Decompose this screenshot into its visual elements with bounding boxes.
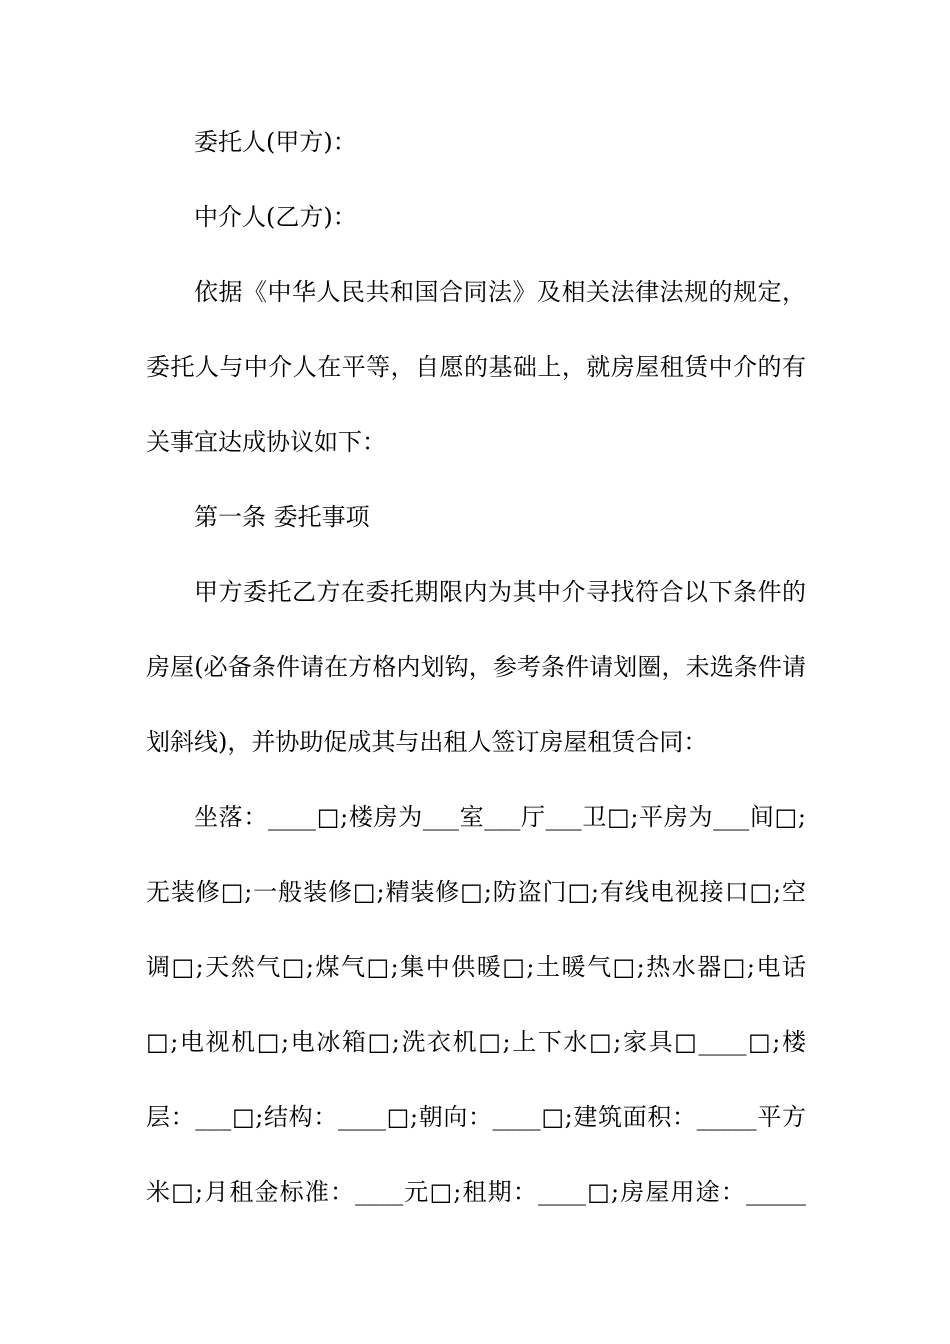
- paragraph-line: 房屋(必备条件请在方格内划钩，参考条件请划圈，未选条件请: [146, 653, 806, 681]
- paragraph-line: 调□;天然气□;煤气□;集中供暖□;土暖气□;热水器□;电话: [146, 953, 806, 981]
- paragraph-line: □;电视机□;电冰箱□;洗衣机□;上下水□;家具□____□;楼: [146, 1028, 806, 1056]
- section-heading: 第一条 委托事项: [194, 503, 370, 531]
- paragraph-line: 委托人与中介人在平等，自愿的基础上，就房屋租赁中介的有: [146, 353, 806, 381]
- paragraph-line: 无装修□;一般装修□;精装修□;防盗门□;有线电视接口□;空: [146, 878, 806, 906]
- paragraph-line: 层：___□;结构：____□;朝向：____□;建筑面积：_____平方: [146, 1103, 806, 1131]
- agent-line: 中介人(乙方)：: [194, 203, 357, 231]
- paragraph-line: 甲方委托乙方在委托期限内为其中介寻找符合以下条件的: [194, 578, 806, 606]
- paragraph-line: 关事宜达成协议如下：: [146, 428, 386, 456]
- paragraph-line: 米□;月租金标准：____元□;租期：____□;房屋用途：_____: [146, 1178, 806, 1206]
- document-body: [146, 130, 806, 1255]
- principal-line: 委托人(甲方)：: [194, 128, 357, 156]
- paragraph-line: 坐落：____□;楼房为___室___厅___卫□;平房为___间□;: [194, 803, 806, 831]
- paragraph-line: 依据《中华人民共和国合同法》及相关法律法规的规定，: [194, 278, 806, 306]
- paragraph-line: 划斜线)，并协助促成其与出租人签订房屋租赁合同：: [146, 728, 708, 756]
